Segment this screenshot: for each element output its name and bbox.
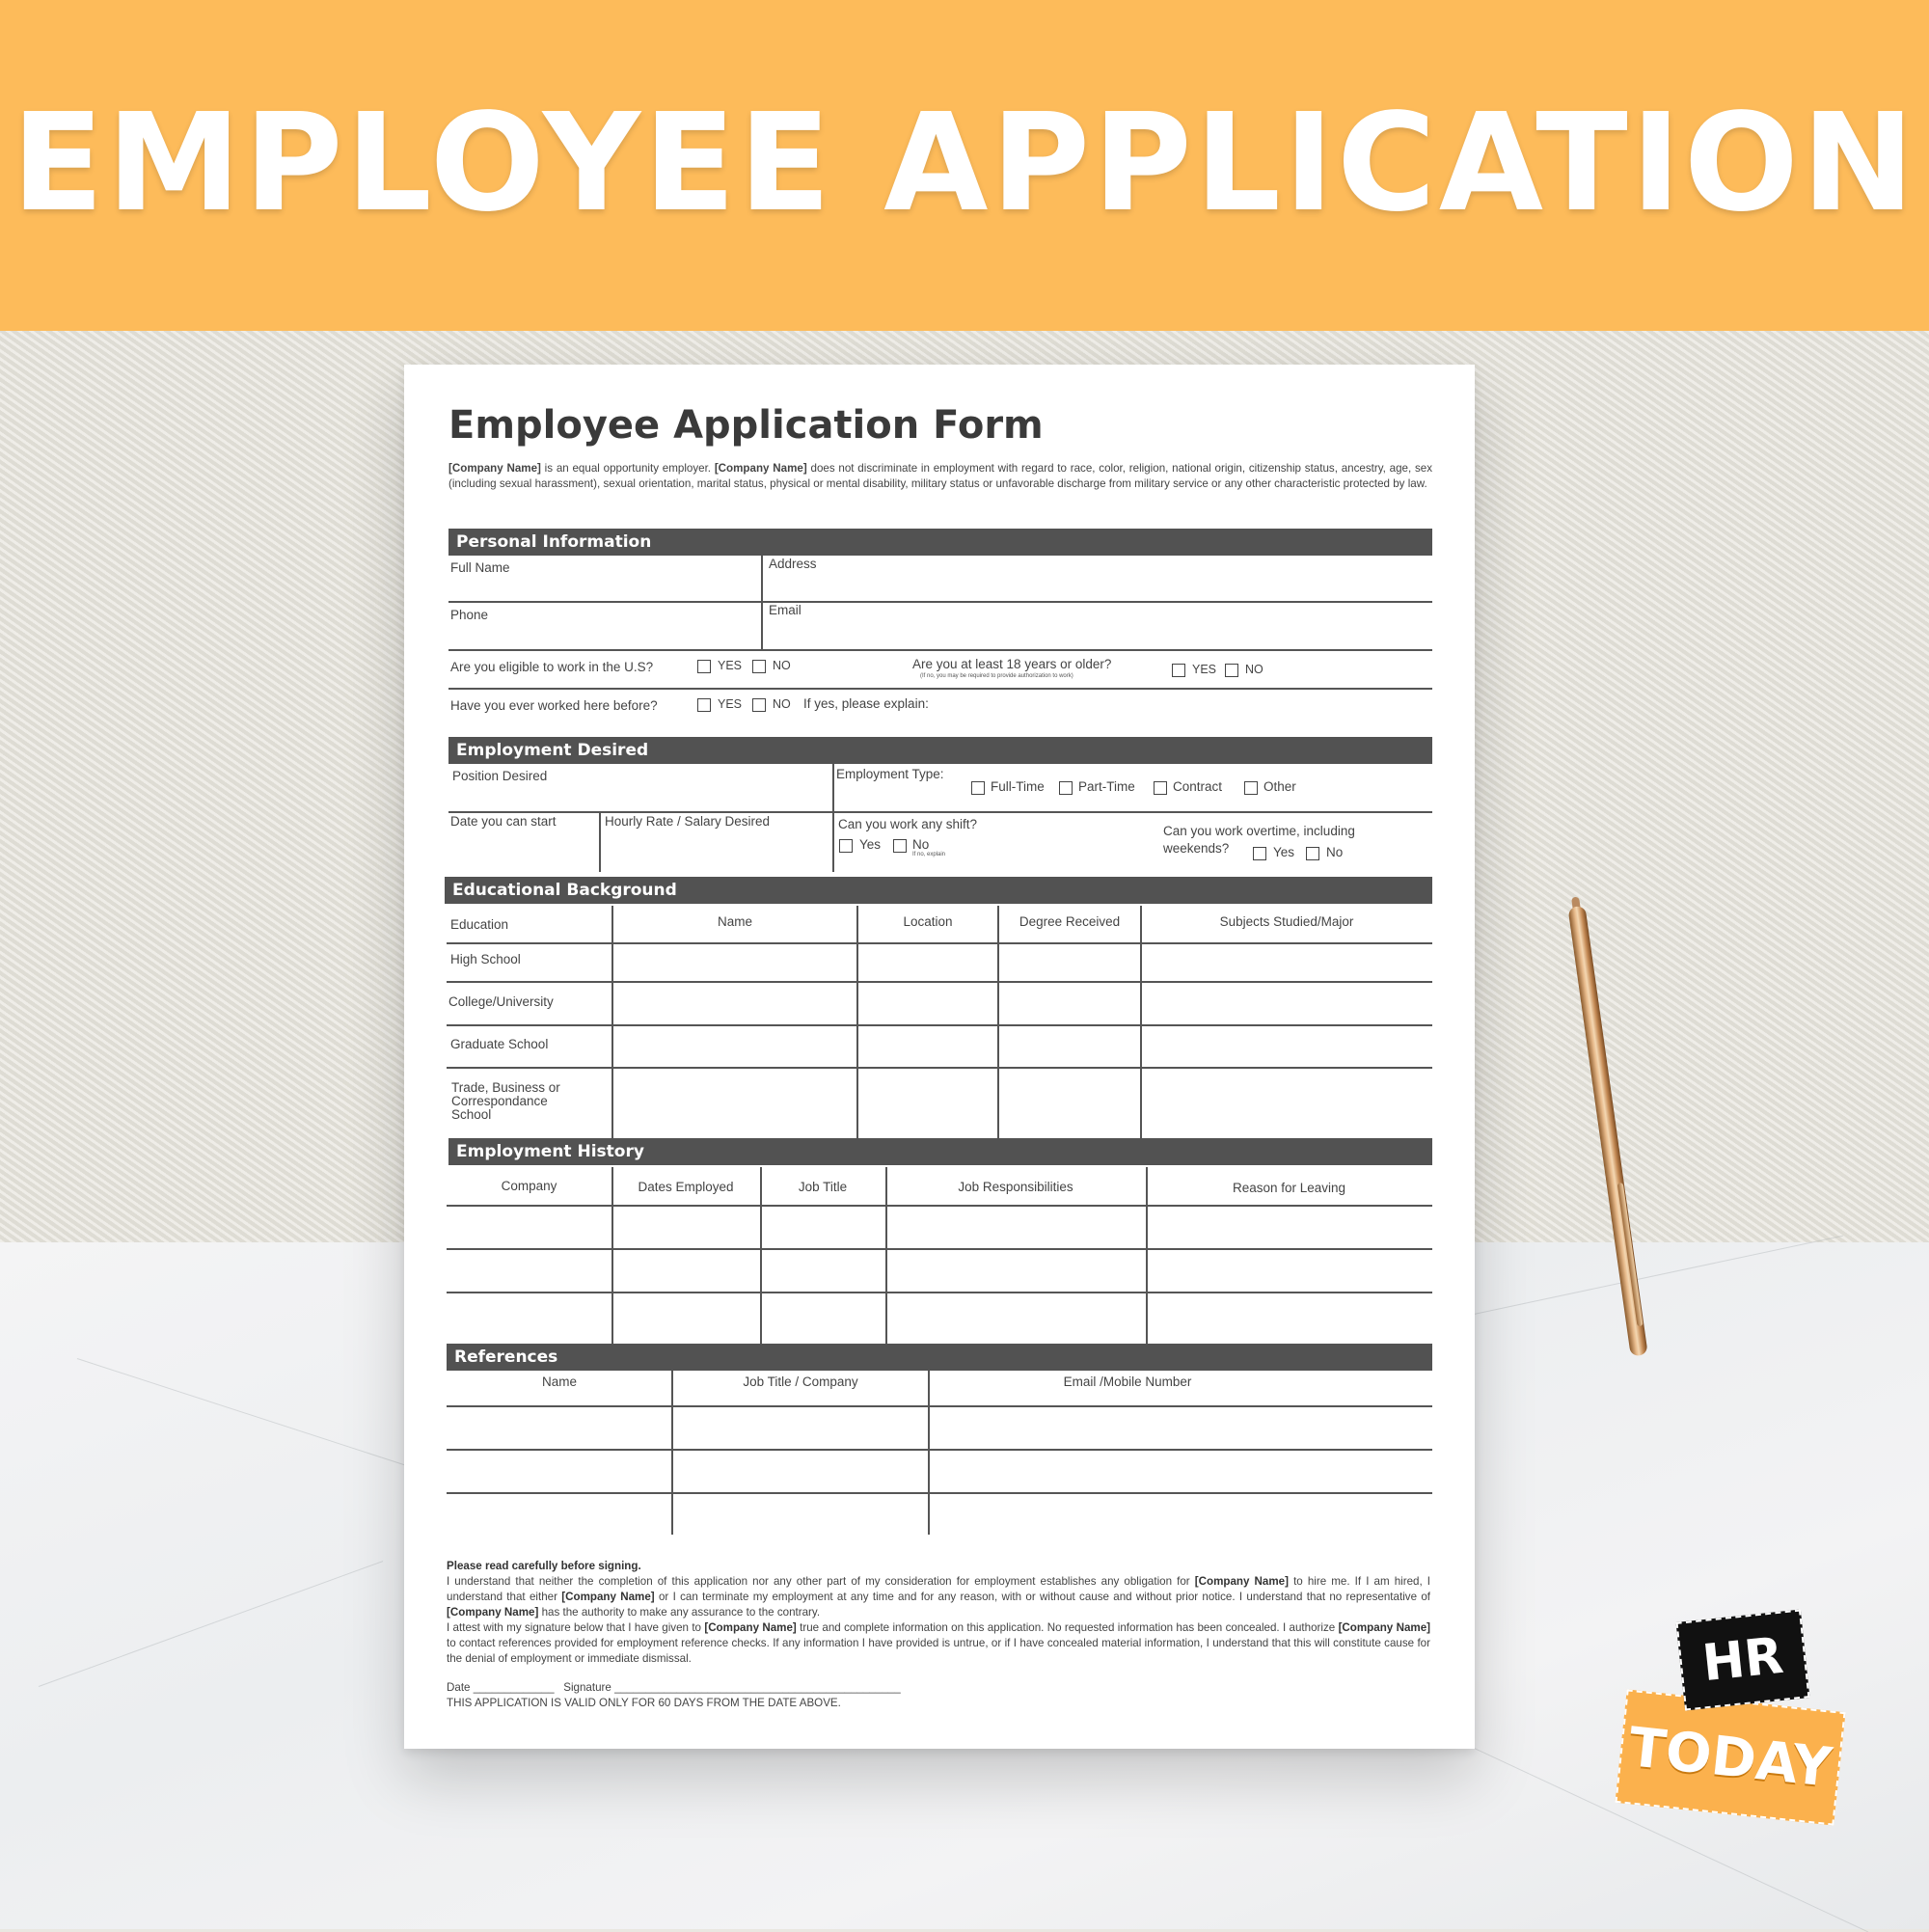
col-job-responsibilities: Job Responsibilities [958, 1180, 1073, 1194]
section-educational-background: Educational Background [445, 877, 1432, 904]
company-name-placeholder: [Company Name] [714, 462, 807, 475]
col-job-title: Job Title [798, 1180, 848, 1194]
col-company: Company [501, 1179, 557, 1193]
yes-label: YES [1192, 663, 1217, 676]
full-time-label: Full-Time [991, 779, 1045, 794]
eligible-question: Are you eligible to work in the U.S? [450, 660, 654, 674]
age-question: Are you at least 18 years or older? [912, 657, 1112, 671]
other-checkbox[interactable] [1244, 781, 1258, 795]
position-desired-label: Position Desired [452, 769, 548, 783]
shift-yes-checkbox[interactable] [839, 839, 853, 853]
date-line[interactable]: Date _____________ [447, 1681, 555, 1694]
row-trade-school-line3: School [451, 1107, 492, 1122]
part-time-label: Part-Time [1078, 779, 1135, 794]
logo-hr-box [1676, 1609, 1810, 1710]
hr-today-logo [1620, 1616, 1852, 1837]
yes-label: Yes [1273, 845, 1295, 859]
yes-label: YES [718, 659, 743, 672]
no-label: No [912, 837, 930, 852]
row-high-school: High School [450, 952, 521, 966]
start-date-label: Date you can start [450, 814, 557, 829]
row-trade-school-line2: Correspondance [451, 1094, 548, 1108]
col-degree: Degree Received [1019, 914, 1121, 929]
banner-title: EMPLOYEE APPLICATION [11, 85, 1918, 242]
col-education: Education [450, 917, 509, 932]
form-title: Employee Application Form [448, 403, 1044, 448]
top-banner [0, 0, 1929, 331]
address-label: Address [769, 557, 817, 571]
application-form-sheet [404, 365, 1475, 1749]
eligible-yes-checkbox[interactable] [697, 660, 711, 673]
section-employment-history: Employment History [448, 1138, 1432, 1165]
col-ref-job-title-company: Job Title / Company [743, 1374, 858, 1389]
shift-no-checkbox[interactable] [893, 839, 907, 853]
phone-label: Phone [450, 608, 489, 622]
row-college: College/University [448, 994, 554, 1009]
col-ref-email-mobile: Email /Mobile Number [1063, 1374, 1192, 1389]
contract-label: Contract [1173, 779, 1223, 794]
signature-line[interactable]: Signature ______________________________________________ [563, 1681, 901, 1694]
section-references: References [447, 1344, 1432, 1371]
section-personal-information: Personal Information [448, 529, 1432, 556]
validity-note: THIS APPLICATION IS VALID ONLY FOR 60 DAYS FROM THE DATE ABOVE. [447, 1697, 841, 1709]
section-employment-desired: Employment Desired [448, 737, 1432, 764]
col-reason-for-leaving: Reason for Leaving [1232, 1181, 1346, 1195]
email-label: Email [769, 603, 801, 617]
eligible-no-checkbox[interactable] [752, 660, 766, 673]
overtime-question-line2: weekends? [1163, 841, 1230, 856]
shift-note: If no, explain [912, 852, 946, 857]
row-trade-school: Trade, Business or [451, 1080, 560, 1095]
yes-label: YES [718, 697, 743, 711]
disclaimer-heading: Please read carefully before signing. [447, 1560, 641, 1572]
overtime-question: Can you work overtime, including [1163, 824, 1355, 838]
col-ref-name: Name [541, 1374, 577, 1389]
logo-hr-text: HR [1699, 1626, 1786, 1694]
no-label: No [1326, 845, 1344, 859]
worked-before-question: Have you ever worked here before? [450, 698, 658, 713]
logo-today-box [1615, 1689, 1845, 1825]
company-name-placeholder: [Company Name] [448, 462, 541, 475]
part-time-checkbox[interactable] [1059, 781, 1073, 795]
full-name-label: Full Name [450, 560, 510, 575]
age-yes-checkbox[interactable] [1172, 664, 1185, 677]
overtime-no-checkbox[interactable] [1306, 847, 1319, 860]
explain-label: If yes, please explain: [803, 696, 929, 711]
any-shift-question: Can you work any shift? [838, 817, 978, 831]
yes-label: Yes [859, 837, 882, 852]
age-note: (If no, you may be required to provide authorization to work) [920, 673, 1073, 679]
contract-checkbox[interactable] [1154, 781, 1167, 795]
logo-today-text: TODAY [1625, 1715, 1835, 1800]
no-label: NO [1245, 663, 1263, 676]
full-time-checkbox[interactable] [971, 781, 985, 795]
eeo-statement [448, 461, 1432, 492]
intro-text: does not discriminate in employment with regard to race, color, religion, national origin, citizenship status, ancestry, age, sex (including sexual harassment), sexual orientation, marital status, physical or mental disability, military status or unfavorable discharge from military service or any other characteristic protected by law. [448, 462, 1433, 490]
signature-disclaimer: Please read carefully before signing. I understand that neither the completion of this application nor any other part of my consideration for employment establishes any obligation for [Company Name] to hire me. If I am hired, I understand that either [Company Name] or I can terminate my employment at any time and for any reason, with or without cause and without prior notice. I understand that no representative of [Company Name] has the authority to make any assurance to the contrary. I attest with my signature below that I have given to [Company Name] true and complete information on this application. No requested information has been concealed. I authorize [Company Name] to contact references provided for employment reference checks. If any information I have provided is untrue, or if I have concealed material information, I understand that this will constitute cause for the denial of employment or immediate dismissal. Date _____________ Signature ______________________________________________ THIS APPLICATION IS VALID ONLY FOR 60 DAYS FROM THE DATE ABOVE. [447, 1560, 1431, 1709]
worked-no-checkbox[interactable] [752, 698, 766, 712]
col-name: Name [717, 914, 752, 929]
intro-text: is an equal opportunity employer. [540, 462, 715, 475]
overtime-yes-checkbox[interactable] [1253, 847, 1266, 860]
worked-yes-checkbox[interactable] [697, 698, 711, 712]
other-label: Other [1263, 779, 1296, 794]
salary-desired-label: Hourly Rate / Salary Desired [605, 814, 771, 829]
row-graduate-school: Graduate School [450, 1037, 549, 1051]
col-location: Location [903, 914, 953, 929]
no-label: NO [773, 659, 791, 672]
employment-type-label: Employment Type: [836, 767, 944, 781]
col-subjects: Subjects Studied/Major [1219, 914, 1354, 929]
age-no-checkbox[interactable] [1225, 664, 1238, 677]
no-label: NO [773, 697, 791, 711]
col-dates-employed: Dates Employed [638, 1180, 734, 1194]
